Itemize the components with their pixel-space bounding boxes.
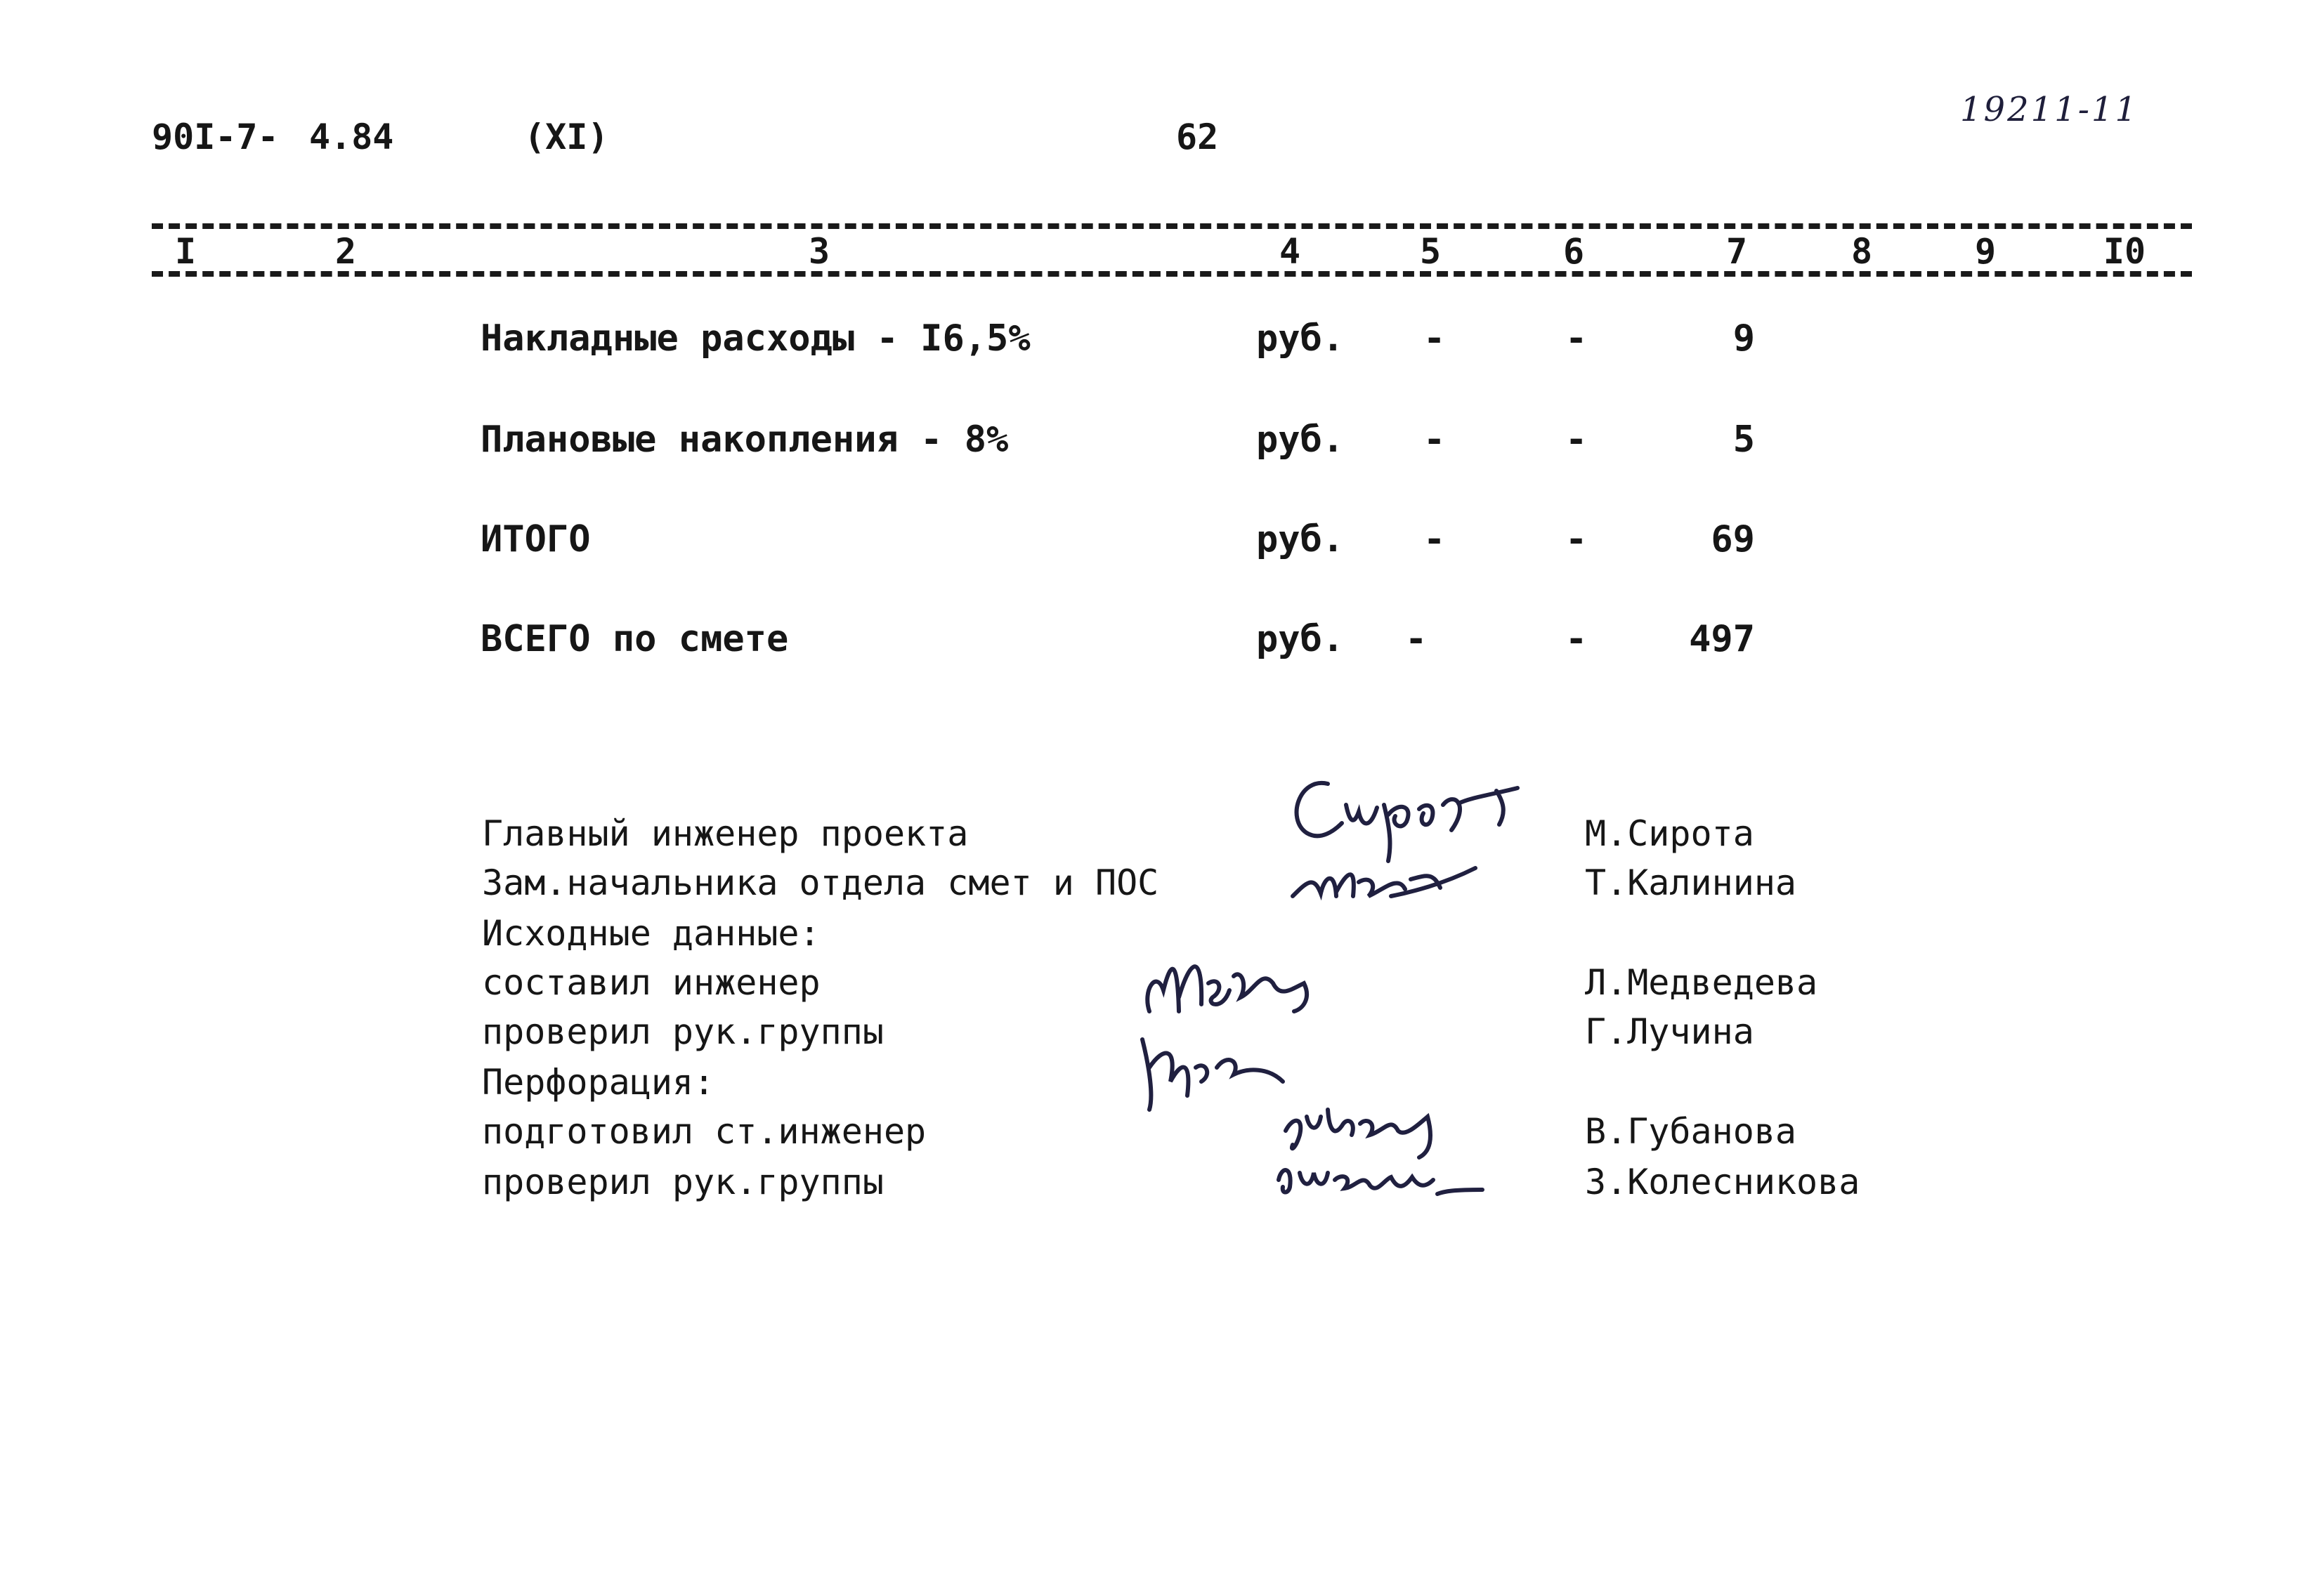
row-col7: 5	[1732, 419, 1755, 461]
row-col7: 69	[1711, 518, 1755, 560]
row-col5: -	[1423, 419, 1446, 461]
handwritten-signature-kolesnikova	[1272, 1152, 1496, 1208]
signature-name: Г.Лучина	[1585, 1011, 1754, 1052]
column-number-5: 5	[1402, 232, 1458, 271]
row-col6: -	[1565, 317, 1588, 360]
column-number-6: 6	[1546, 232, 1602, 271]
signature-name: Т.Калинина	[1585, 862, 1797, 903]
document-number: 4.84	[309, 117, 394, 157]
signature-role: Главный инженер проекта	[482, 813, 969, 854]
row-col6: -	[1565, 618, 1588, 660]
column-number-4: 4	[1262, 232, 1318, 271]
handwritten-signature-kalinina	[1286, 854, 1482, 910]
signature-role: подготовил ст.инженер	[482, 1111, 927, 1152]
column-number-3: 3	[791, 232, 847, 271]
archive-stamp-number: 19211-11	[1960, 90, 2139, 129]
row-unit: руб.	[1256, 518, 1345, 560]
row-col5: -	[1423, 317, 1446, 360]
row-col5: -	[1423, 518, 1446, 560]
row-col7: 9	[1732, 317, 1755, 360]
row-unit: руб.	[1256, 317, 1345, 360]
signature-role: Зам.начальника отдела смет и ПОС	[482, 862, 1159, 903]
row-col6: -	[1565, 518, 1588, 560]
row-label: ВСЕГО по смете	[481, 618, 789, 660]
document-code: 90I-7-	[152, 117, 279, 157]
table-top-rule	[152, 223, 2192, 229]
section-number: (XI)	[524, 117, 609, 157]
row-unit: руб.	[1256, 419, 1345, 461]
signature-name: М.Сирота	[1585, 813, 1754, 854]
row-label: Накладные расходы - I6,5%	[481, 317, 1031, 360]
column-number-9: 9	[1957, 232, 2013, 271]
row-unit: руб.	[1256, 618, 1345, 660]
handwritten-signature-luchina	[1128, 1025, 1297, 1117]
row-col7: 497	[1689, 618, 1755, 660]
row-col6: -	[1565, 419, 1588, 461]
table-header-rule	[152, 271, 2192, 277]
row-col5: -	[1405, 618, 1428, 660]
column-number-1: I	[157, 232, 214, 271]
handwritten-signature-sirota	[1286, 763, 1525, 861]
signature-role: составил инженер	[482, 962, 821, 1003]
row-label: ИТОГО	[481, 518, 591, 560]
row-label: Плановые накопления - 8%	[481, 419, 1009, 461]
signature-name: З.Колесникова	[1585, 1162, 1860, 1202]
signature-name: В.Губанова	[1585, 1111, 1797, 1152]
signature-name: Л.Медведева	[1585, 962, 1818, 1003]
signature-role: проверил рук.группы	[482, 1011, 884, 1052]
column-number-2: 2	[318, 232, 374, 271]
column-number-8: 8	[1834, 232, 1890, 271]
signature-role: проверил рук.группы	[482, 1162, 884, 1202]
column-number-10: I0	[2096, 232, 2153, 271]
page-number: 62	[1176, 117, 1219, 157]
handwritten-signature-gubanova	[1279, 1096, 1461, 1159]
signature-role: Перфорация:	[482, 1062, 715, 1103]
signature-role: Исходные данные:	[482, 913, 821, 954]
handwritten-signature-medvedeva	[1135, 941, 1332, 1025]
column-number-7: 7	[1709, 232, 1765, 271]
